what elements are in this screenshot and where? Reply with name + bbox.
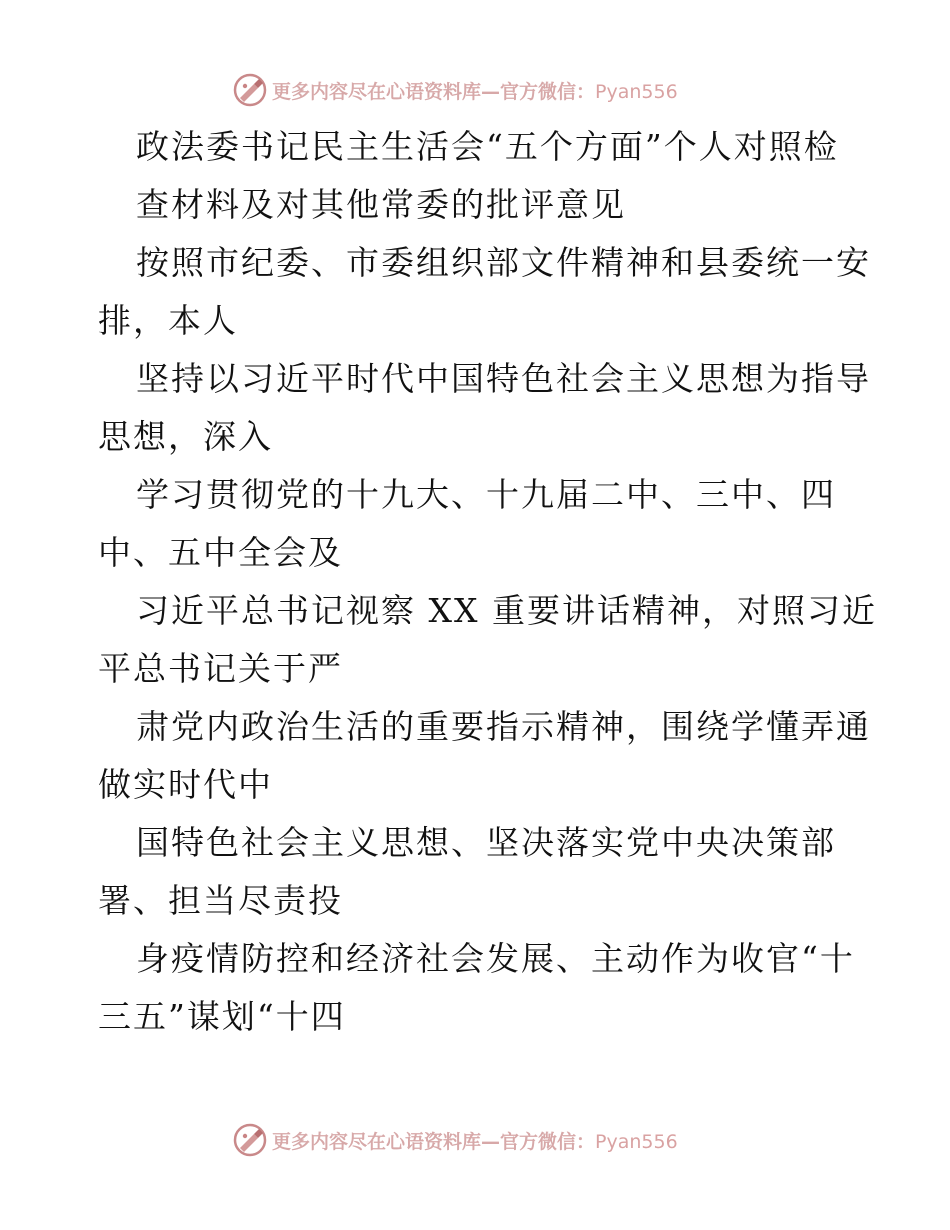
text-line: 中、五中全会及 [98,533,343,572]
watermark-text: 更多内容尽在心语资料库—官方微信：Pyan556 [272,1130,678,1153]
text-line: 坚持以习近平时代中国特色社会主义思想为指导 [136,359,871,398]
watermark-wechat-id: Pyan556 [595,1130,678,1153]
text-line: 肃党内政治生活的重要指示精神，围绕学懂弄通 [136,707,871,746]
header-watermark [232,72,678,108]
text-line: 政法委书记民主生活会“五个方面”个人对照检 [136,127,839,166]
text-line: 按照市纪委、市委组织部文件精神和县委统一安 [136,243,871,282]
text-line: 三五”谋划“十四 [98,997,346,1036]
text-line: 查材料及对其他常委的批评意见 [136,185,626,224]
text-line: 平总书记关于严 [98,649,343,688]
text-line: 习近平总书记视察 XX 重要讲话精神，对照习近 [136,591,877,630]
text-line: 思想，深入 [98,417,273,456]
text-line: 排，本人 [98,301,238,340]
watermark-text: 更多内容尽在心语资料库—官方微信：Pyan556 [272,80,678,103]
watermark-wechat-id: Pyan556 [595,80,678,103]
text-line: 国特色社会主义思想、坚决落实党中央决策部 [136,823,836,862]
text-line: 身疫情防控和经济社会发展、主动作为收官“十 [136,939,855,978]
pen-logo-icon [232,1122,268,1158]
footer-watermark [232,1122,678,1158]
pen-logo-icon [232,72,268,108]
text-line: 学习贯彻党的十九大、十九届二中、三中、四 [136,475,836,514]
document-body [98,118,877,1046]
text-line: 署、担当尽责投 [98,881,343,920]
text-line: 做实时代中 [98,765,273,804]
